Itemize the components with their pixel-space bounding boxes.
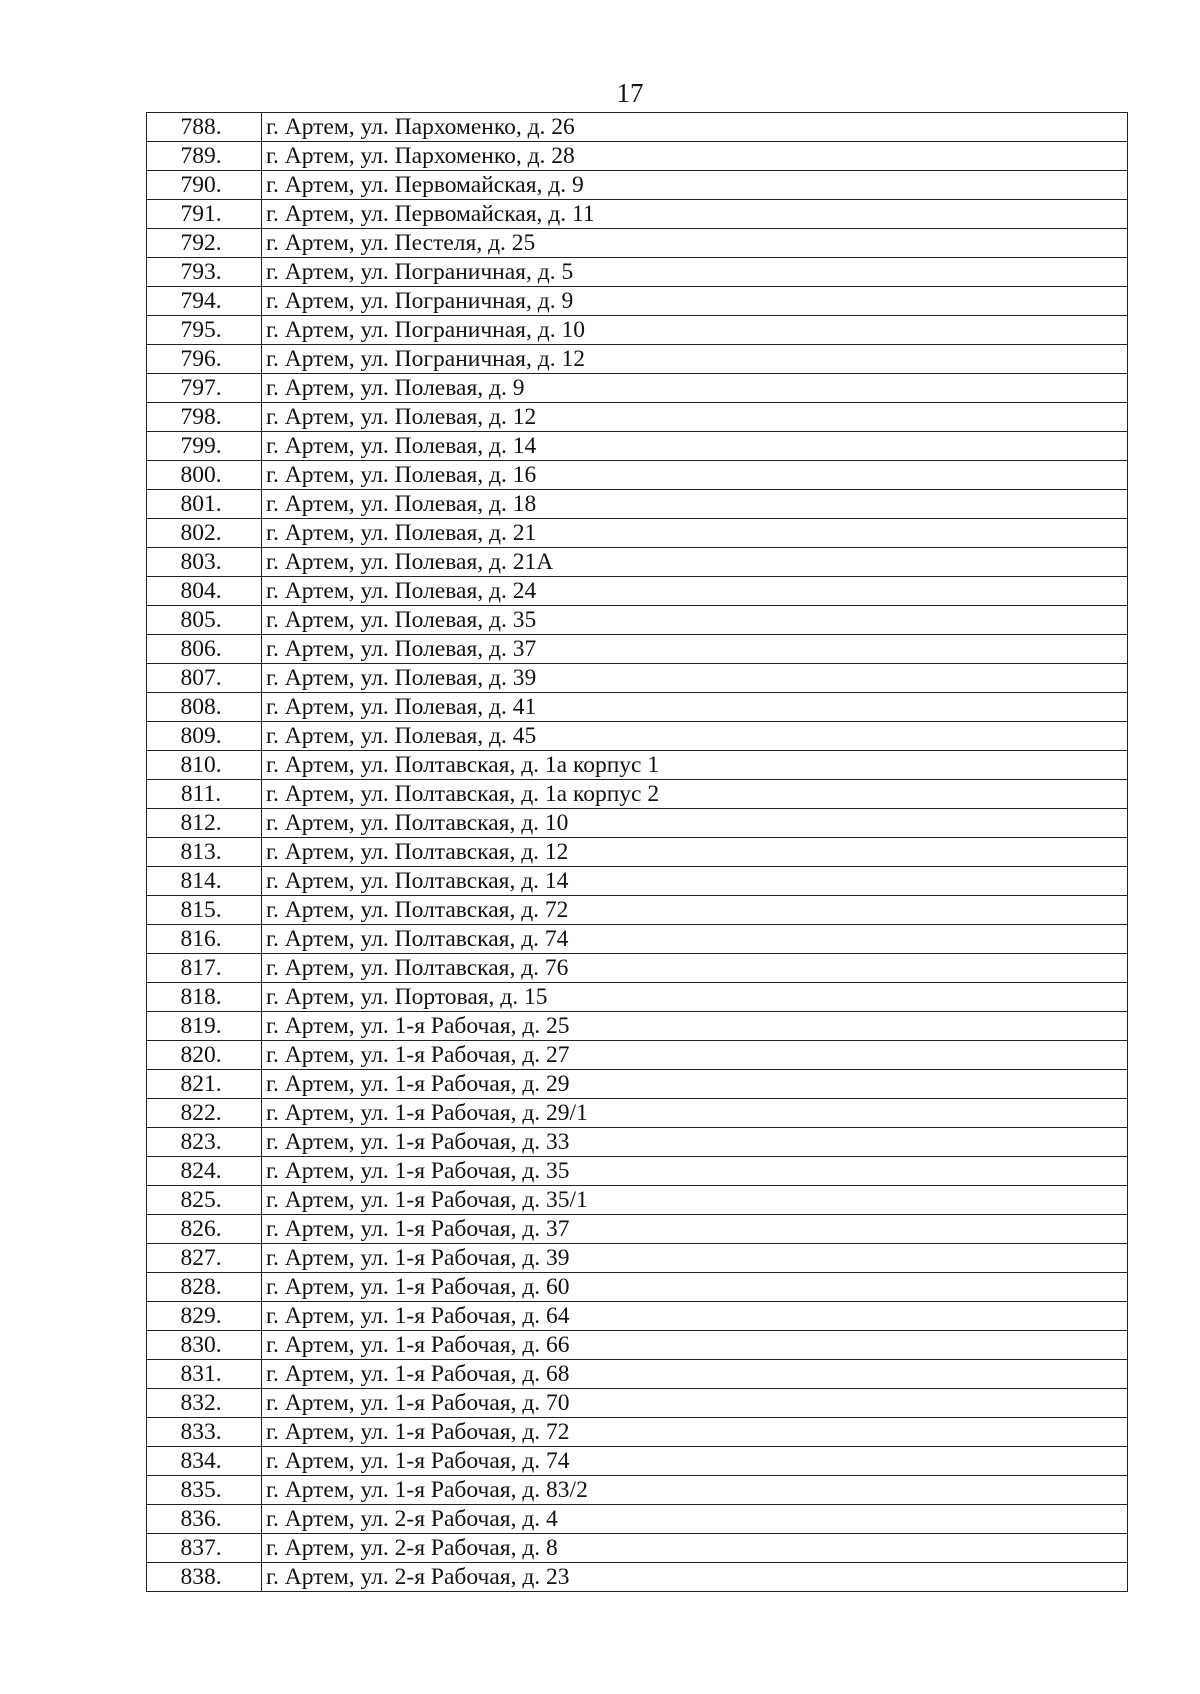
row-number-cell: 791.: [147, 200, 262, 229]
row-number-cell: 803.: [147, 548, 262, 577]
address-cell: г. Артем, ул. 1-я Рабочая, д. 29: [262, 1070, 1128, 1099]
table-row: [147, 1447, 1128, 1476]
row-number-cell: 804.: [147, 577, 262, 606]
table-row: [147, 1302, 1128, 1331]
table-row: [147, 403, 1128, 432]
row-number-cell: 788.: [147, 113, 262, 142]
row-number-cell: 829.: [147, 1302, 262, 1331]
table-row: [147, 1244, 1128, 1273]
table-row: [147, 258, 1128, 287]
table-row: [147, 1273, 1128, 1302]
row-number-cell: 823.: [147, 1128, 262, 1157]
table-row: [147, 316, 1128, 345]
row-number-cell: 831.: [147, 1360, 262, 1389]
row-number-cell: 811.: [147, 780, 262, 809]
row-number-cell: 805.: [147, 606, 262, 635]
table-row: [147, 374, 1128, 403]
table-row: [147, 606, 1128, 635]
address-cell: г. Артем, ул. Полевая, д. 16: [262, 461, 1128, 490]
address-cell: г. Артем, ул. Полтавская, д. 76: [262, 954, 1128, 983]
table-row: [147, 1360, 1128, 1389]
page-number: 17: [616, 78, 644, 108]
address-cell: г. Артем, ул. 1-я Рабочая, д. 68: [262, 1360, 1128, 1389]
address-cell: г. Артем, ул. Полевая, д. 12: [262, 403, 1128, 432]
table-row: [147, 345, 1128, 374]
row-number-cell: 812.: [147, 809, 262, 838]
table-row: [147, 1215, 1128, 1244]
row-number-cell: 794.: [147, 287, 262, 316]
row-number-cell: 828.: [147, 1273, 262, 1302]
row-number-cell: 806.: [147, 635, 262, 664]
address-cell: г. Артем, ул. 2-я Рабочая, д. 23: [262, 1563, 1128, 1592]
row-number-cell: 793.: [147, 258, 262, 287]
address-cell: г. Артем, ул. 1-я Рабочая, д. 64: [262, 1302, 1128, 1331]
address-cell: г. Артем, ул. Пархоменко, д. 26: [262, 113, 1128, 142]
table-row: [147, 1186, 1128, 1215]
table-row: [147, 142, 1128, 171]
table-row: [147, 519, 1128, 548]
address-cell: г. Артем, ул. 1-я Рабочая, д. 35: [262, 1157, 1128, 1186]
address-cell: г. Артем, ул. Пархоменко, д. 28: [262, 142, 1128, 171]
row-number-cell: 814.: [147, 867, 262, 896]
row-number-cell: 822.: [147, 1099, 262, 1128]
table-row: [147, 171, 1128, 200]
address-cell: г. Артем, ул. Пограничная, д. 12: [262, 345, 1128, 374]
row-number-cell: 832.: [147, 1389, 262, 1418]
address-cell: г. Артем, ул. Полевая, д. 9: [262, 374, 1128, 403]
table-row: [147, 1128, 1128, 1157]
table-row: [147, 1041, 1128, 1070]
address-cell: г. Артем, ул. Полевая, д. 24: [262, 577, 1128, 606]
row-number-cell: 835.: [147, 1476, 262, 1505]
address-cell: г. Артем, ул. Полевая, д. 14: [262, 432, 1128, 461]
table-row: [147, 577, 1128, 606]
table-row: [147, 983, 1128, 1012]
table-row: [147, 896, 1128, 925]
address-cell: г. Артем, ул. Полтавская, д. 12: [262, 838, 1128, 867]
address-cell: г. Артем, ул. Полтавская, д. 1а корпус 1: [262, 751, 1128, 780]
row-number-cell: 810.: [147, 751, 262, 780]
table-row: [147, 1505, 1128, 1534]
address-cell: г. Артем, ул. Пограничная, д. 10: [262, 316, 1128, 345]
table-row: [147, 1476, 1128, 1505]
row-number-cell: 833.: [147, 1418, 262, 1447]
address-cell: г. Артем, ул. 1-я Рабочая, д. 70: [262, 1389, 1128, 1418]
address-cell: г. Артем, ул. 1-я Рабочая, д. 60: [262, 1273, 1128, 1302]
address-cell: г. Артем, ул. 1-я Рабочая, д. 83/2: [262, 1476, 1128, 1505]
row-number-cell: 818.: [147, 983, 262, 1012]
address-cell: г. Артем, ул. 1-я Рабочая, д. 25: [262, 1012, 1128, 1041]
table-row: [147, 490, 1128, 519]
table-row: [147, 548, 1128, 577]
row-number-cell: 799.: [147, 432, 262, 461]
table-row: [147, 1012, 1128, 1041]
address-cell: г. Артем, ул. Пограничная, д. 5: [262, 258, 1128, 287]
address-table-body: [147, 113, 1128, 1592]
table-row: [147, 1070, 1128, 1099]
row-number-cell: 826.: [147, 1215, 262, 1244]
row-number-cell: 813.: [147, 838, 262, 867]
row-number-cell: 809.: [147, 722, 262, 751]
table-row: [147, 461, 1128, 490]
table-row: [147, 113, 1128, 142]
table-row: [147, 200, 1128, 229]
row-number-cell: 795.: [147, 316, 262, 345]
address-cell: г. Артем, ул. 1-я Рабочая, д. 37: [262, 1215, 1128, 1244]
address-cell: г. Артем, ул. Полтавская, д. 14: [262, 867, 1128, 896]
address-cell: г. Артем, ул. 1-я Рабочая, д. 39: [262, 1244, 1128, 1273]
table-row: [147, 867, 1128, 896]
table-row: [147, 809, 1128, 838]
row-number-cell: 837.: [147, 1534, 262, 1563]
address-cell: г. Артем, ул. Полевая, д. 35: [262, 606, 1128, 635]
address-cell: г. Артем, ул. 1-я Рабочая, д. 35/1: [262, 1186, 1128, 1215]
table-row: [147, 1563, 1128, 1592]
address-cell: г. Артем, ул. 1-я Рабочая, д. 27: [262, 1041, 1128, 1070]
table-row: [147, 432, 1128, 461]
address-cell: г. Артем, ул. Полевая, д. 41: [262, 693, 1128, 722]
row-number-cell: 819.: [147, 1012, 262, 1041]
address-cell: г. Артем, ул. 1-я Рабочая, д. 72: [262, 1418, 1128, 1447]
table-row: [147, 664, 1128, 693]
row-number-cell: 821.: [147, 1070, 262, 1099]
address-cell: г. Артем, ул. Полевая, д. 37: [262, 635, 1128, 664]
table-row: [147, 229, 1128, 258]
address-cell: г. Артем, ул. Пестеля, д. 25: [262, 229, 1128, 258]
address-cell: г. Артем, ул. Полтавская, д. 72: [262, 896, 1128, 925]
table-row: [147, 925, 1128, 954]
table-row: [147, 693, 1128, 722]
table-row: [147, 780, 1128, 809]
address-cell: г. Артем, ул. Пограничная, д. 9: [262, 287, 1128, 316]
row-number-cell: 808.: [147, 693, 262, 722]
address-cell: г. Артем, ул. Полтавская, д. 74: [262, 925, 1128, 954]
row-number-cell: 798.: [147, 403, 262, 432]
address-cell: г. Артем, ул. Портовая, д. 15: [262, 983, 1128, 1012]
address-cell: г. Артем, ул. Полевая, д. 18: [262, 490, 1128, 519]
address-cell: г. Артем, ул. 1-я Рабочая, д. 74: [262, 1447, 1128, 1476]
row-number-cell: 801.: [147, 490, 262, 519]
table-row: [147, 1418, 1128, 1447]
row-number-cell: 816.: [147, 925, 262, 954]
address-cell: г. Артем, ул. 1-я Рабочая, д. 66: [262, 1331, 1128, 1360]
address-cell: г. Артем, ул. Полтавская, д. 1а корпус 2: [262, 780, 1128, 809]
table-row: [147, 635, 1128, 664]
table-row: [147, 1534, 1128, 1563]
row-number-cell: 790.: [147, 171, 262, 200]
table-row: [147, 1331, 1128, 1360]
row-number-cell: 824.: [147, 1157, 262, 1186]
row-number-cell: 825.: [147, 1186, 262, 1215]
row-number-cell: 827.: [147, 1244, 262, 1273]
row-number-cell: 802.: [147, 519, 262, 548]
address-cell: г. Артем, ул. Полевая, д. 39: [262, 664, 1128, 693]
table-row: [147, 1099, 1128, 1128]
address-table: [146, 112, 1128, 1592]
address-cell: г. Артем, ул. 1-я Рабочая, д. 33: [262, 1128, 1128, 1157]
table-row: [147, 954, 1128, 983]
row-number-cell: 797.: [147, 374, 262, 403]
row-number-cell: 820.: [147, 1041, 262, 1070]
address-cell: г. Артем, ул. Полевая, д. 21А: [262, 548, 1128, 577]
address-cell: г. Артем, ул. Полтавская, д. 10: [262, 809, 1128, 838]
address-cell: г. Артем, ул. 1-я Рабочая, д. 29/1: [262, 1099, 1128, 1128]
row-number-cell: 800.: [147, 461, 262, 490]
row-number-cell: 796.: [147, 345, 262, 374]
address-cell: г. Артем, ул. Полевая, д. 45: [262, 722, 1128, 751]
address-cell: г. Артем, ул. Первомайская, д. 9: [262, 171, 1128, 200]
row-number-cell: 836.: [147, 1505, 262, 1534]
row-number-cell: 807.: [147, 664, 262, 693]
table-row: [147, 722, 1128, 751]
table-row: [147, 1389, 1128, 1418]
row-number-cell: 838.: [147, 1563, 262, 1592]
row-number-cell: 789.: [147, 142, 262, 171]
address-cell: г. Артем, ул. 2-я Рабочая, д. 8: [262, 1534, 1128, 1563]
table-row: [147, 838, 1128, 867]
table-row: [147, 1157, 1128, 1186]
row-number-cell: 834.: [147, 1447, 262, 1476]
address-cell: г. Артем, ул. 2-я Рабочая, д. 4: [262, 1505, 1128, 1534]
row-number-cell: 830.: [147, 1331, 262, 1360]
row-number-cell: 792.: [147, 229, 262, 258]
address-cell: г. Артем, ул. Полевая, д. 21: [262, 519, 1128, 548]
row-number-cell: 817.: [147, 954, 262, 983]
row-number-cell: 815.: [147, 896, 262, 925]
address-cell: г. Артем, ул. Первомайская, д. 11: [262, 200, 1128, 229]
table-row: [147, 751, 1128, 780]
table-row: [147, 287, 1128, 316]
